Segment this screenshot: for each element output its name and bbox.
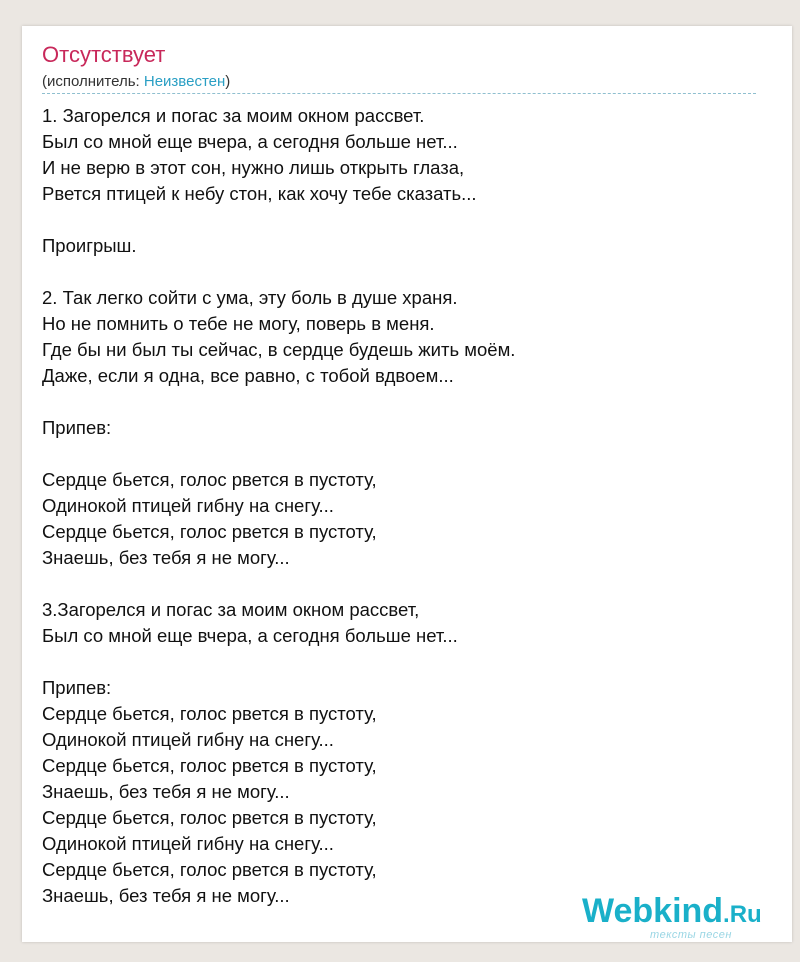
lyric-line: Сердце бьется, голос рвется в пустоту, <box>42 807 377 828</box>
lyric-line: Знаешь, без тебя я не могу... <box>42 885 290 906</box>
lyric-line: Но не помнить о тебе не могу, поверь в меня. <box>42 313 435 334</box>
lyric-line <box>42 259 515 285</box>
lyric-line: И не верю в этот сон, нужно лишь открыть глаза, <box>42 157 465 178</box>
lyric-line <box>42 389 515 415</box>
song-title: Отсутствует <box>42 42 166 67</box>
logo-main: Webkind <box>582 892 724 930</box>
artist-suffix: ) <box>225 73 231 90</box>
lyric-line: Одинокой птицей гибну на снегу... <box>42 495 334 516</box>
lyric-line: Рвется птицей к небу стон, как хочу тебе сказать... <box>42 183 477 204</box>
lyric-line: Одинокой птицей гибну на снегу... <box>42 729 334 750</box>
title-divider <box>42 93 756 94</box>
lyric-line: Проигрыш. <box>42 235 137 256</box>
lyric-line: Где бы ни был ты сейчас, в сердце будешь жить моём. <box>42 339 516 360</box>
lyric-line: 3.Загорелся и погас за моим окном рассвет, <box>42 599 420 620</box>
lyric-line: Был со мной еще вчера, а сегодня больше нет... <box>42 131 458 152</box>
logo-tagline: тексты песен <box>650 929 732 941</box>
lyric-line: Знаешь, без тебя я не могу... <box>42 547 290 568</box>
lyric-line <box>42 207 515 233</box>
artist-line <box>42 73 230 90</box>
logo-suffix: .Ru <box>723 901 762 928</box>
lyric-line: Сердце бьется, голос рвется в пустоту, <box>42 755 377 776</box>
lyric-line: Был со мной еще вчера, а сегодня больше нет... <box>42 625 458 646</box>
lyric-line: Сердце бьется, голос рвется в пустоту, <box>42 859 377 880</box>
lyrics-card <box>22 26 792 942</box>
lyric-line: 1. Загорелся и погас за моим окном рассвет. <box>42 105 425 126</box>
lyric-line <box>42 649 515 675</box>
lyric-line: Припев: <box>42 417 112 438</box>
lyric-line <box>42 441 515 467</box>
artist-link[interactable]: Неизвестен <box>143 73 226 90</box>
lyric-line: Знаешь, без тебя я не могу... <box>42 781 290 802</box>
lyric-line: 2. Так легко сойти с ума, эту боль в душе храня. <box>42 287 458 308</box>
lyric-line: Сердце бьется, голос рвется в пустоту, <box>42 703 377 724</box>
site-logo[interactable] <box>582 892 762 941</box>
lyric-line: Сердце бьется, голос рвется в пустоту, <box>42 521 377 542</box>
lyric-line <box>42 571 515 597</box>
lyrics-text <box>42 103 515 909</box>
artist-prefix: (исполнитель: <box>42 73 144 90</box>
lyric-line: Даже, если я одна, все равно, с тобой вдвоем... <box>42 365 454 386</box>
lyric-line: Припев: <box>42 677 112 698</box>
lyric-line: Сердце бьется, голос рвется в пустоту, <box>42 469 377 490</box>
lyric-line: Одинокой птицей гибну на снегу... <box>42 833 334 854</box>
